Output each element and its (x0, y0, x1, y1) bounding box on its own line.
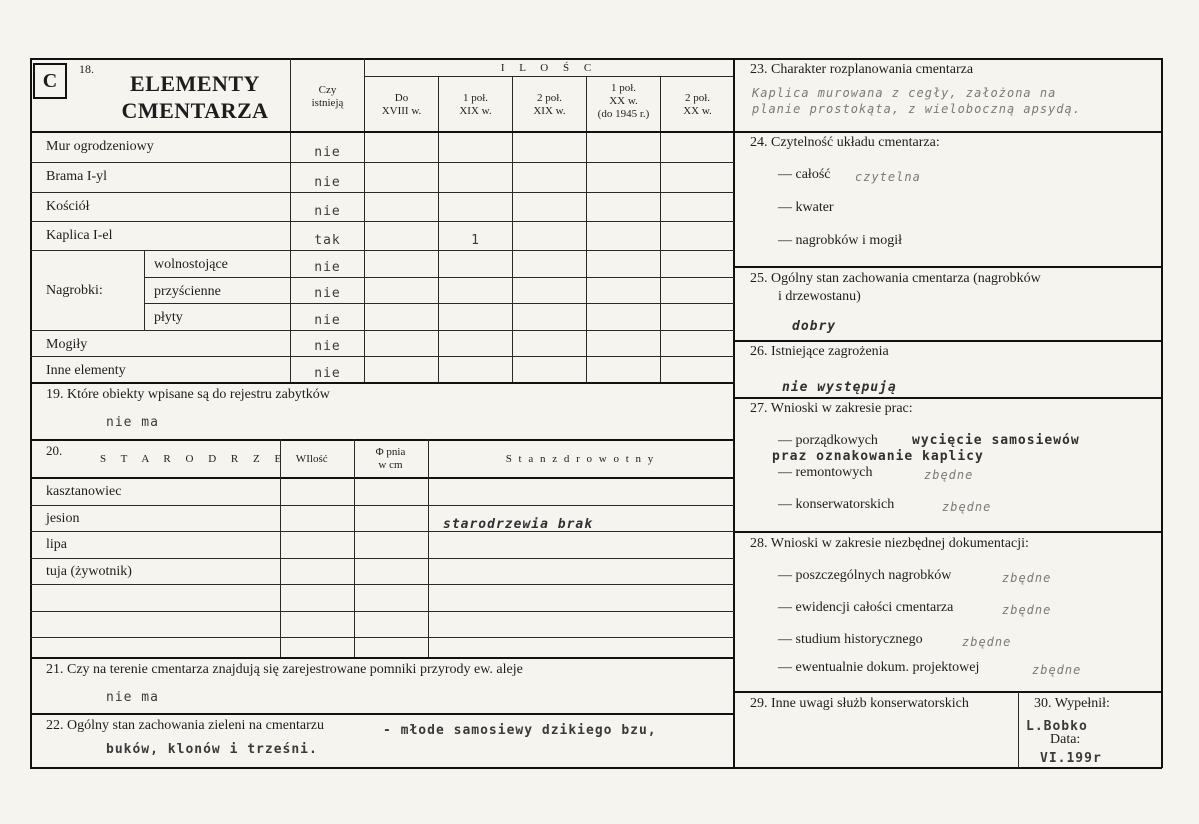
element-row-label: Inne elementy (46, 363, 126, 378)
q20-ilosc-header: Ilość (306, 453, 328, 465)
q24-calosc: — całość (778, 167, 831, 182)
element-row-divider (30, 162, 734, 163)
period-header-3 (513, 92, 586, 118)
period-header-4-line-1: 1 poł. (610, 82, 637, 94)
element-row-divider (144, 277, 734, 278)
tree-row-divider (30, 611, 734, 612)
element-row-czy-value: nie (314, 339, 341, 354)
q19-label: 19. Które obiekty wpisane są do rejestru zabytków (46, 387, 330, 402)
period-header-2 (439, 92, 512, 118)
tree-row-divider (30, 505, 734, 506)
q30-data-label: Data: (1050, 732, 1081, 747)
q23-answer-line-1: Kaplica murowana z cegły, założona na (752, 86, 1057, 100)
element-row-label: wolnostojące (154, 257, 228, 272)
q27-konserwatorskich: — konserwatorskich (778, 497, 895, 512)
q23-bottom-line (734, 131, 1162, 133)
col-div-1 (438, 76, 439, 383)
q20-col-1 (280, 439, 281, 658)
czy-line-1: Czy (318, 84, 337, 96)
q28-item-label: — ewidencji całości cmentarza (778, 600, 954, 615)
q19-top-line (30, 382, 734, 384)
element-row-czy-value: nie (314, 313, 341, 328)
tree-row-divider (30, 558, 734, 559)
q22-label: 22. Ogólny stan zachowania zieleni na cmentarzu (46, 718, 324, 733)
q30-divider (1018, 692, 1019, 768)
col-div-4 (660, 76, 661, 383)
q25-label-line-1: 25. Ogólny stan zachowania cmentarza (nagrobków (750, 271, 1041, 286)
q24-calosc-answer: czytelna (855, 170, 921, 184)
q27-konserwatorskich-answer: zbędne (942, 500, 992, 514)
title-line-1: ELEMENTY (130, 71, 260, 96)
q28-item-label: — studium historycznego (778, 632, 923, 647)
element-row-label: Kaplica I-el (46, 228, 113, 243)
q29-label: 29. Inne uwagi służb konserwatorskich (750, 696, 969, 711)
tree-row-divider (30, 584, 734, 585)
tree-row-label: jesion (46, 511, 80, 526)
element-row-czy-value: nie (314, 260, 341, 275)
period-header-2-line-1: 1 poł. (462, 92, 489, 104)
q23-label: 23. Charakter rozplanowania cmentarza (750, 62, 974, 77)
frame-top (30, 58, 1162, 60)
nagrobki-divider (144, 250, 145, 330)
q20-header-bottom (30, 477, 734, 479)
q28-item-answer: zbędne (962, 635, 1012, 649)
q27-porzadkowych-answer-1: wycięcie samosiewów (912, 433, 1080, 448)
frame-middle-divider (733, 58, 735, 768)
period-header-4-line-2: XX w. (609, 95, 638, 107)
q25-label-line-2: i drzewostanu) (778, 289, 861, 304)
q26-bottom-line (734, 397, 1162, 399)
frame-bottom (30, 767, 1162, 769)
q20-stan-header: S t a n z d r o w o t n y (505, 453, 656, 465)
element-row-divider (30, 221, 734, 222)
period-header-5-line-2: XX w. (683, 105, 712, 117)
q24-bottom-line (734, 266, 1162, 268)
q20-col-3 (428, 439, 429, 658)
element-row-label: przyścienne (154, 284, 221, 299)
q28-bottom-line (734, 691, 1162, 693)
col-div-3 (586, 76, 587, 383)
period-header-2-line-2: XIX w. (459, 105, 492, 117)
q28-item-answer: zbędne (1032, 663, 1082, 677)
element-row-czy-value: nie (314, 175, 341, 190)
q20-number: 20. (46, 443, 63, 458)
q24-nagrobkow: — nagrobków i mogił (778, 233, 903, 248)
q23-answer-line-2: planie prostokąta, z wieloboczną apsydą. (752, 102, 1081, 116)
element-row-czy-value: nie (314, 286, 341, 301)
period-header-3-line-2: XIX w. (533, 105, 566, 117)
q28-label: 28. Wnioski w zakresie niezbędnej dokumentacji: (750, 536, 1029, 551)
q26-answer: nie występują (782, 380, 897, 395)
q21-top-line (30, 657, 734, 659)
q28-item-answer: zbędne (1002, 571, 1052, 585)
element-row-czy-value: tak (314, 233, 341, 248)
period-header-1-line-2: XVIII w. (381, 105, 422, 117)
element-row-label: płyty (154, 310, 183, 325)
element-row-czy-value: nie (314, 366, 341, 381)
period-header-1-line-1: Do (394, 92, 409, 104)
q20-pnia-header (354, 446, 427, 472)
element-row-count-cell: 1 (471, 233, 480, 248)
q27-remontowych: — remontowych (778, 465, 873, 480)
q20-top-line (30, 439, 734, 441)
element-row-divider (144, 303, 734, 304)
period-header-1 (365, 92, 438, 118)
q19-answer: nie ma (106, 415, 159, 430)
q21-label: 21. Czy na terenie cmentarza znajdują się zarejestrowane pomniki przyrody ew. aleje (46, 662, 523, 677)
element-row-divider (30, 192, 734, 193)
q27-porzadkowych: — porządkowych (778, 433, 878, 448)
q22-answer-line-2: buków, klonów i trześni. (106, 742, 318, 757)
element-row-label: Mur ogrodzeniowy (46, 139, 154, 154)
element-row-label: Brama I-yl (46, 169, 108, 184)
period-header-5-line-1: 2 poł. (684, 92, 711, 104)
tree-row-label: tuja (żywotnik) (46, 564, 132, 579)
q27-bottom-line (734, 531, 1162, 533)
q22-answer-line-1: - młode samosiewy dzikiego bzu, (383, 723, 657, 738)
tree-row-label: kasztanowiec (46, 484, 122, 499)
q20-stan-answer: starodrzewia brak (443, 517, 594, 532)
q30-date: VI.199r (1040, 751, 1102, 766)
tree-row-divider (30, 531, 734, 532)
ilosc-header: I L O Ś C (500, 62, 598, 74)
nagrobki-group-label: Nagrobki: (46, 283, 103, 298)
q28-item-label: — poszczególnych nagrobków (778, 568, 952, 583)
tree-row-divider (30, 637, 734, 638)
tree-row-label: lipa (46, 537, 67, 552)
element-row-divider (30, 356, 734, 357)
element-row-czy-value: nie (314, 204, 341, 219)
q27-label: 27. Wnioski w zakresie prac: (750, 401, 913, 416)
q26-label: 26. Istniejące zagrożenia (750, 344, 889, 359)
q28-item-answer: zbędne (1002, 603, 1052, 617)
q30-label: 30. Wypełnił: (1034, 696, 1110, 711)
pnia-line-2: w cm (378, 459, 403, 471)
q21-answer: nie ma (106, 690, 159, 705)
element-row-label: Mogiły (46, 337, 88, 352)
q22-top-line (30, 713, 734, 715)
col-div-2 (512, 76, 513, 383)
element-row-czy-value: nie (314, 145, 341, 160)
frame-left (30, 58, 32, 768)
section-number: 18. (79, 62, 94, 76)
q28-item-label: — ewentualnie dokum. projektowej (778, 660, 980, 675)
section-title (100, 70, 290, 124)
period-header-5 (661, 92, 734, 118)
q20-col-2 (354, 439, 355, 658)
element-row-divider (30, 250, 734, 251)
period-header-3-line-1: 2 poł. (536, 92, 563, 104)
czy-line-2: istnieją (311, 97, 344, 109)
czy-istnieja-header (291, 84, 364, 110)
frame-right (1161, 58, 1163, 768)
q25-bottom-line (734, 340, 1162, 342)
q25-answer: dobry (792, 319, 837, 334)
title-line-2: CMENTARZA (121, 98, 269, 123)
q27-porzadkowych-answer-2: praz oznakowanie kaplicy (772, 449, 984, 464)
period-header-4 (587, 82, 660, 121)
q27-remontowych-answer: zbędne (924, 468, 974, 482)
header-bottom-line (30, 131, 734, 133)
q30-name: L.Bobko (1026, 719, 1088, 734)
pnia-line-1: Φ pnia (375, 446, 406, 458)
starodrzew-header: S T A R O D R Z E W (100, 453, 313, 465)
element-row-divider (30, 330, 734, 331)
q24-label: 24. Czytelność układu cmentarza: (750, 135, 940, 150)
period-header-4-line-3: (do 1945 r.) (597, 108, 650, 120)
section-letter: C (33, 63, 67, 99)
q24-kwater: — kwater (778, 200, 834, 215)
element-row-label: Kościół (46, 199, 90, 214)
ilosc-underline (364, 76, 733, 77)
